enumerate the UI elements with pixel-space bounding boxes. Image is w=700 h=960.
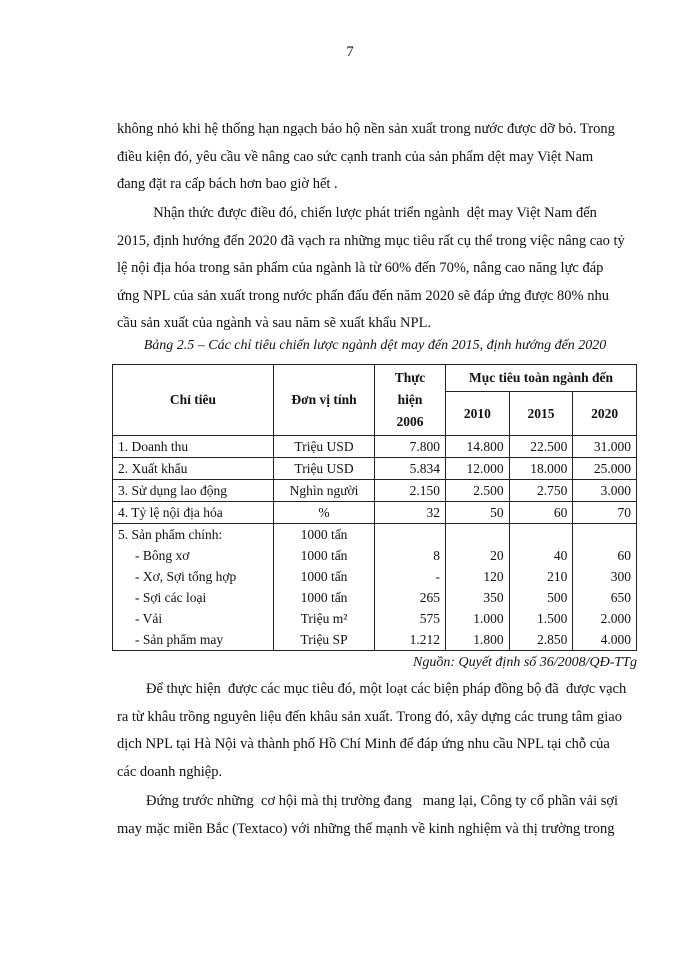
header-actual-line: Thực (394, 370, 426, 385)
table-row (113, 480, 637, 502)
value-2006: 7.800 (375, 436, 446, 458)
table-row (113, 587, 637, 608)
row-unit: % (274, 502, 375, 524)
text-line: Nhận thức được điều đó, chiến lược phát triển ngành dệt may Việt Nam đến (117, 205, 597, 221)
text-line: 2015, định hướng đến 2020 đã vạch ra những mục tiêu rất cụ thể trong việc nâng cao tỷ (117, 232, 625, 249)
value-2006: 575 (375, 608, 446, 629)
header-actual-line: hiện (397, 392, 423, 407)
value-2006: 2.150 (375, 480, 446, 502)
header-target-group: Mục tiêu toàn ngành đến (446, 365, 637, 392)
header-year: 2020 (573, 392, 637, 436)
row-unit: Triệu m² (274, 608, 375, 629)
empty-cell (573, 524, 637, 546)
paragraph-3 (117, 676, 633, 786)
strategy-table (112, 364, 637, 651)
table-row (113, 458, 637, 480)
text-line: ra từ khâu trồng nguyên liệu đến khâu sản xuất. Trong đó, xây dựng các trung tâm giao (117, 708, 622, 725)
value-2015: 500 (509, 587, 573, 608)
header-indicator: Chỉ tiêu (113, 365, 274, 436)
value-2020: 3.000 (573, 480, 637, 502)
row-name: - Sản phẩm may (113, 629, 274, 651)
empty-cell (509, 524, 573, 546)
paragraph-1 (117, 116, 633, 199)
row-unit: 1000 tấn (274, 524, 375, 546)
header-year: 2010 (446, 392, 510, 436)
value-2020: 25.000 (573, 458, 637, 480)
row-unit: Triệu USD (274, 458, 375, 480)
table-row (113, 608, 637, 629)
value-2015: 40 (509, 545, 573, 566)
value-2010: 50 (446, 502, 510, 524)
text-line: Đứng trước những cơ hội mà thị trường đang mang lại, Công ty cổ phần vải sợi (117, 793, 619, 809)
text-line: may mặc miền Bắc (Textaco) với những thế mạnh về kinh nghiệm và thị trường trong (117, 820, 615, 837)
value-2020: 60 (573, 545, 637, 566)
row-unit: 1000 tấn (274, 587, 375, 608)
row-name: 2. Xuất khẩu (113, 458, 274, 480)
value-2006: 5.834 (375, 458, 446, 480)
table-caption: Bảng 2.5 – Các chỉ tiêu chiến lược ngành dệt may đến 2015, định hướng đến 2020 (143, 338, 607, 353)
row-unit: 1000 tấn (274, 566, 375, 587)
text-line: điều kiện đó, yêu cầu về nâng cao sức cạnh tranh của sản phẩm dệt may Việt Nam (117, 148, 594, 165)
header-unit: Đơn vị tính (274, 365, 375, 436)
row-name: - Bông xơ (113, 545, 274, 566)
paragraph-4 (117, 788, 633, 843)
value-2015: 60 (509, 502, 573, 524)
value-2015: 2.850 (509, 629, 573, 651)
text-line: cầu sản xuất của ngành và sau năm sẽ xuất khẩu NPL. (117, 315, 432, 332)
value-2006: 8 (375, 545, 446, 566)
row-name: 1. Doanh thu (113, 436, 274, 458)
table-row (113, 545, 637, 566)
text-line: không nhỏ khi hệ thống hạn ngạch bảo hộ nền sản xuất trong nước được dỡ bỏ. Trong (117, 121, 615, 137)
value-2006: 1.212 (375, 629, 446, 651)
value-2010: 14.800 (446, 436, 510, 458)
value-2015: 2.750 (509, 480, 573, 502)
table-row (113, 436, 637, 458)
value-2020: 2.000 (573, 608, 637, 629)
value-2015: 210 (509, 566, 573, 587)
value-2020: 650 (573, 587, 637, 608)
text-line: đang đặt ra cấp bách hơn bao giờ hết . (117, 176, 338, 193)
table-row (113, 502, 637, 524)
row-name: - Vải (113, 608, 274, 629)
products-header-row (113, 524, 637, 546)
row-unit: Nghìn người (274, 480, 375, 502)
value-2006: 32 (375, 502, 446, 524)
header-actual (375, 365, 446, 436)
page-number: 7 (346, 44, 354, 60)
text-line: ứng NPL của sản xuất trong nước phấn đấu đến năm 2020 sẽ đáp ứng được 80% nhu (117, 287, 610, 304)
text-line: lệ nội địa hóa trong sản phẩm của ngành là từ 60% đến 70%, nâng cao năng lực đáp (117, 260, 604, 277)
header-year: 2015 (509, 392, 573, 436)
value-2015: 18.000 (509, 458, 573, 480)
row-name: 5. Sản phẩm chính: (113, 524, 274, 546)
row-unit: Triệu SP (274, 629, 375, 651)
row-name: - Xơ, Sợi tổng hợp (113, 566, 274, 587)
table-row (113, 629, 637, 651)
row-unit: Triệu USD (274, 436, 375, 458)
value-2020: 4.000 (573, 629, 637, 651)
value-2006: - (375, 566, 446, 587)
empty-cell (375, 524, 446, 546)
value-2010: 1.000 (446, 608, 510, 629)
table-source: Nguồn: Quyết định số 36/2008/QĐ-TTg (413, 655, 637, 670)
value-2010: 1.800 (446, 629, 510, 651)
table-header-row (113, 365, 637, 392)
value-2020: 70 (573, 502, 637, 524)
text-line: Để thực hiện được các mục tiêu đó, một loạt các biện pháp đồng bộ đã được vạch (117, 681, 627, 697)
value-2006: 265 (375, 587, 446, 608)
value-2010: 20 (446, 545, 510, 566)
row-unit: 1000 tấn (274, 545, 375, 566)
value-2020: 300 (573, 566, 637, 587)
value-2020: 31.000 (573, 436, 637, 458)
value-2015: 22.500 (509, 436, 573, 458)
value-2010: 350 (446, 587, 510, 608)
table-row (113, 566, 637, 587)
text-line: dịch NPL tại Hà Nội và thành phố Hồ Chí Minh để đáp ứng nhu cầu NPL tại chỗ của (117, 736, 610, 753)
empty-cell (446, 524, 510, 546)
paragraph-2 (117, 200, 633, 338)
value-2015: 1.500 (509, 608, 573, 629)
value-2010: 12.000 (446, 458, 510, 480)
value-2010: 120 (446, 566, 510, 587)
row-name: - Sợi các loại (113, 587, 274, 608)
row-name: 3. Sử dụng lao động (113, 480, 274, 502)
header-actual-line: 2006 (396, 414, 424, 429)
value-2010: 2.500 (446, 480, 510, 502)
row-name: 4. Tỷ lệ nội địa hóa (113, 502, 274, 524)
text-line: các doanh nghiệp. (117, 763, 223, 780)
